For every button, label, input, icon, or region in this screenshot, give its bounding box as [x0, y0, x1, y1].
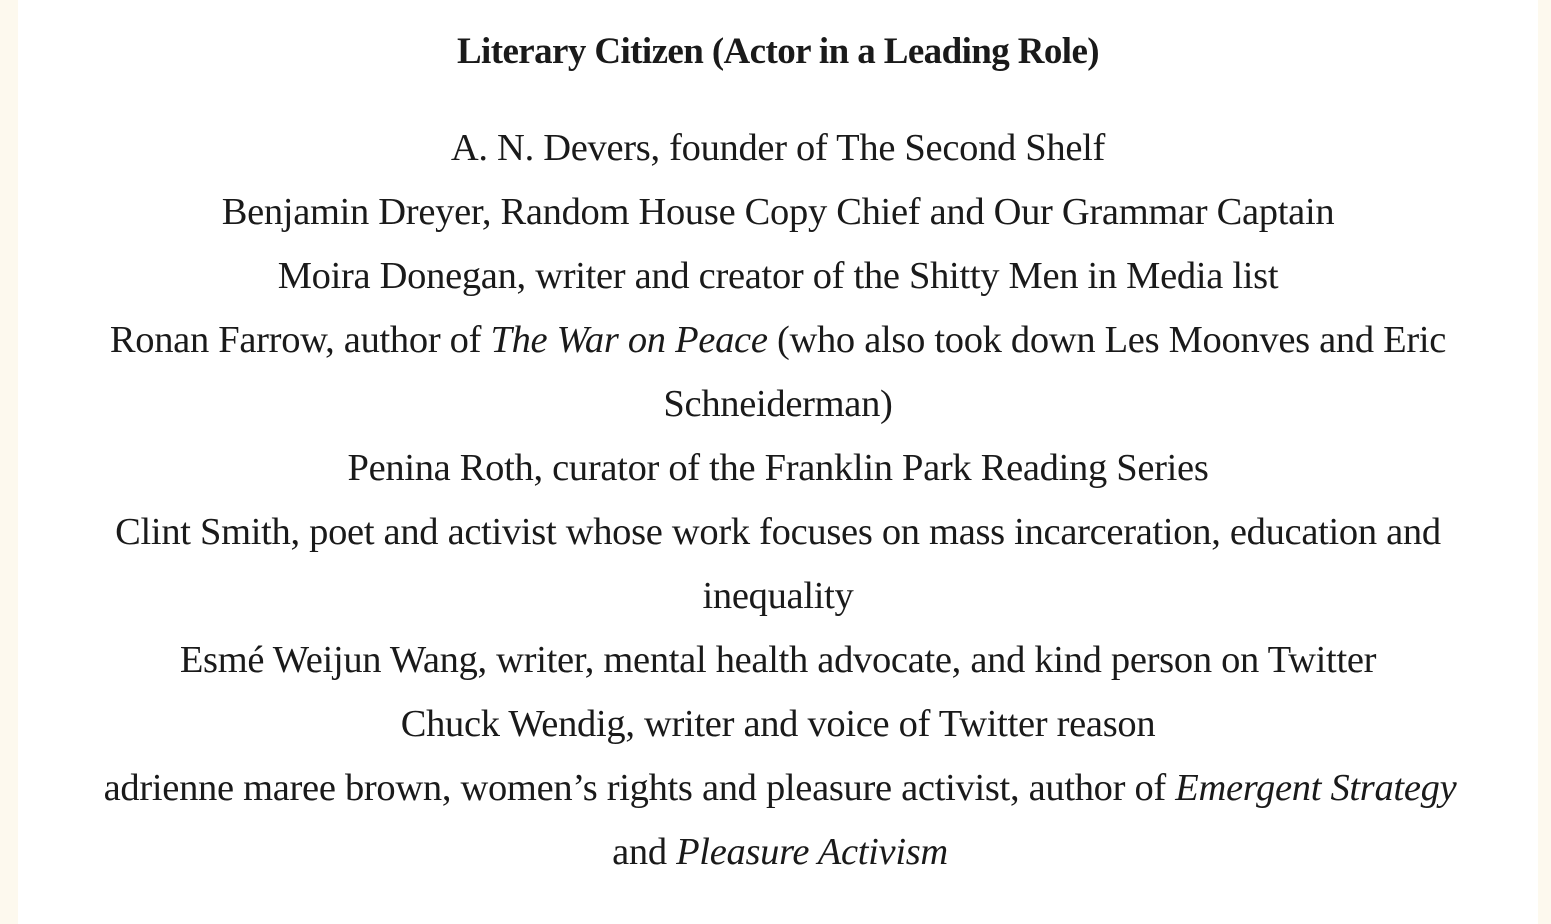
- entry-text: adrienne maree brown, women’s rights and pleasure activist, author of: [103, 767, 1176, 809]
- entry-text: Clint Smith, poet and activist whose work focuses on mass incarceration, education and inequality: [115, 511, 1441, 617]
- entry-text: Ronan Farrow, author of: [109, 319, 491, 361]
- honoree-list: [18, 116, 1538, 884]
- list-item: [18, 756, 1542, 884]
- book-title: Emergent Strategy: [1175, 767, 1457, 809]
- list-item: [18, 500, 1538, 628]
- entry-text: Penina Roth, curator of the Franklin Park Reading Series: [347, 447, 1209, 489]
- entry-text: and: [612, 831, 677, 873]
- entry-text: A. N. Devers, founder of The Second Shelf: [450, 127, 1106, 169]
- cut-off-text-fragment: [755, 912, 765, 924]
- entry-text: Chuck Wendig, writer and voice of Twitter reason: [400, 703, 1156, 745]
- list-item: [18, 180, 1538, 244]
- entry-text: (who also took down Les Moonves and Eric Schneiderman): [663, 319, 1447, 425]
- list-item: [18, 692, 1538, 756]
- list-item: [18, 436, 1538, 500]
- section-heading: Literary Citizen (Actor in a Leading Role): [456, 31, 1100, 72]
- article-body: [18, 0, 1538, 924]
- list-item: [18, 628, 1538, 692]
- book-title: Pleasure Activism: [676, 831, 948, 873]
- book-title: The War on Peace: [490, 319, 768, 361]
- list-item: [18, 244, 1538, 308]
- entry-text: Esmé Weijun Wang, writer, mental health advocate, and kind person on Twitter: [179, 639, 1377, 681]
- entry-text: Moira Donegan, writer and creator of the Shitty Men in Media list: [277, 255, 1279, 297]
- list-item: [18, 308, 1538, 436]
- entry-text: Benjamin Dreyer, Random House Copy Chief and Our Grammar Captain: [221, 191, 1335, 233]
- list-item: [338, 116, 1218, 180]
